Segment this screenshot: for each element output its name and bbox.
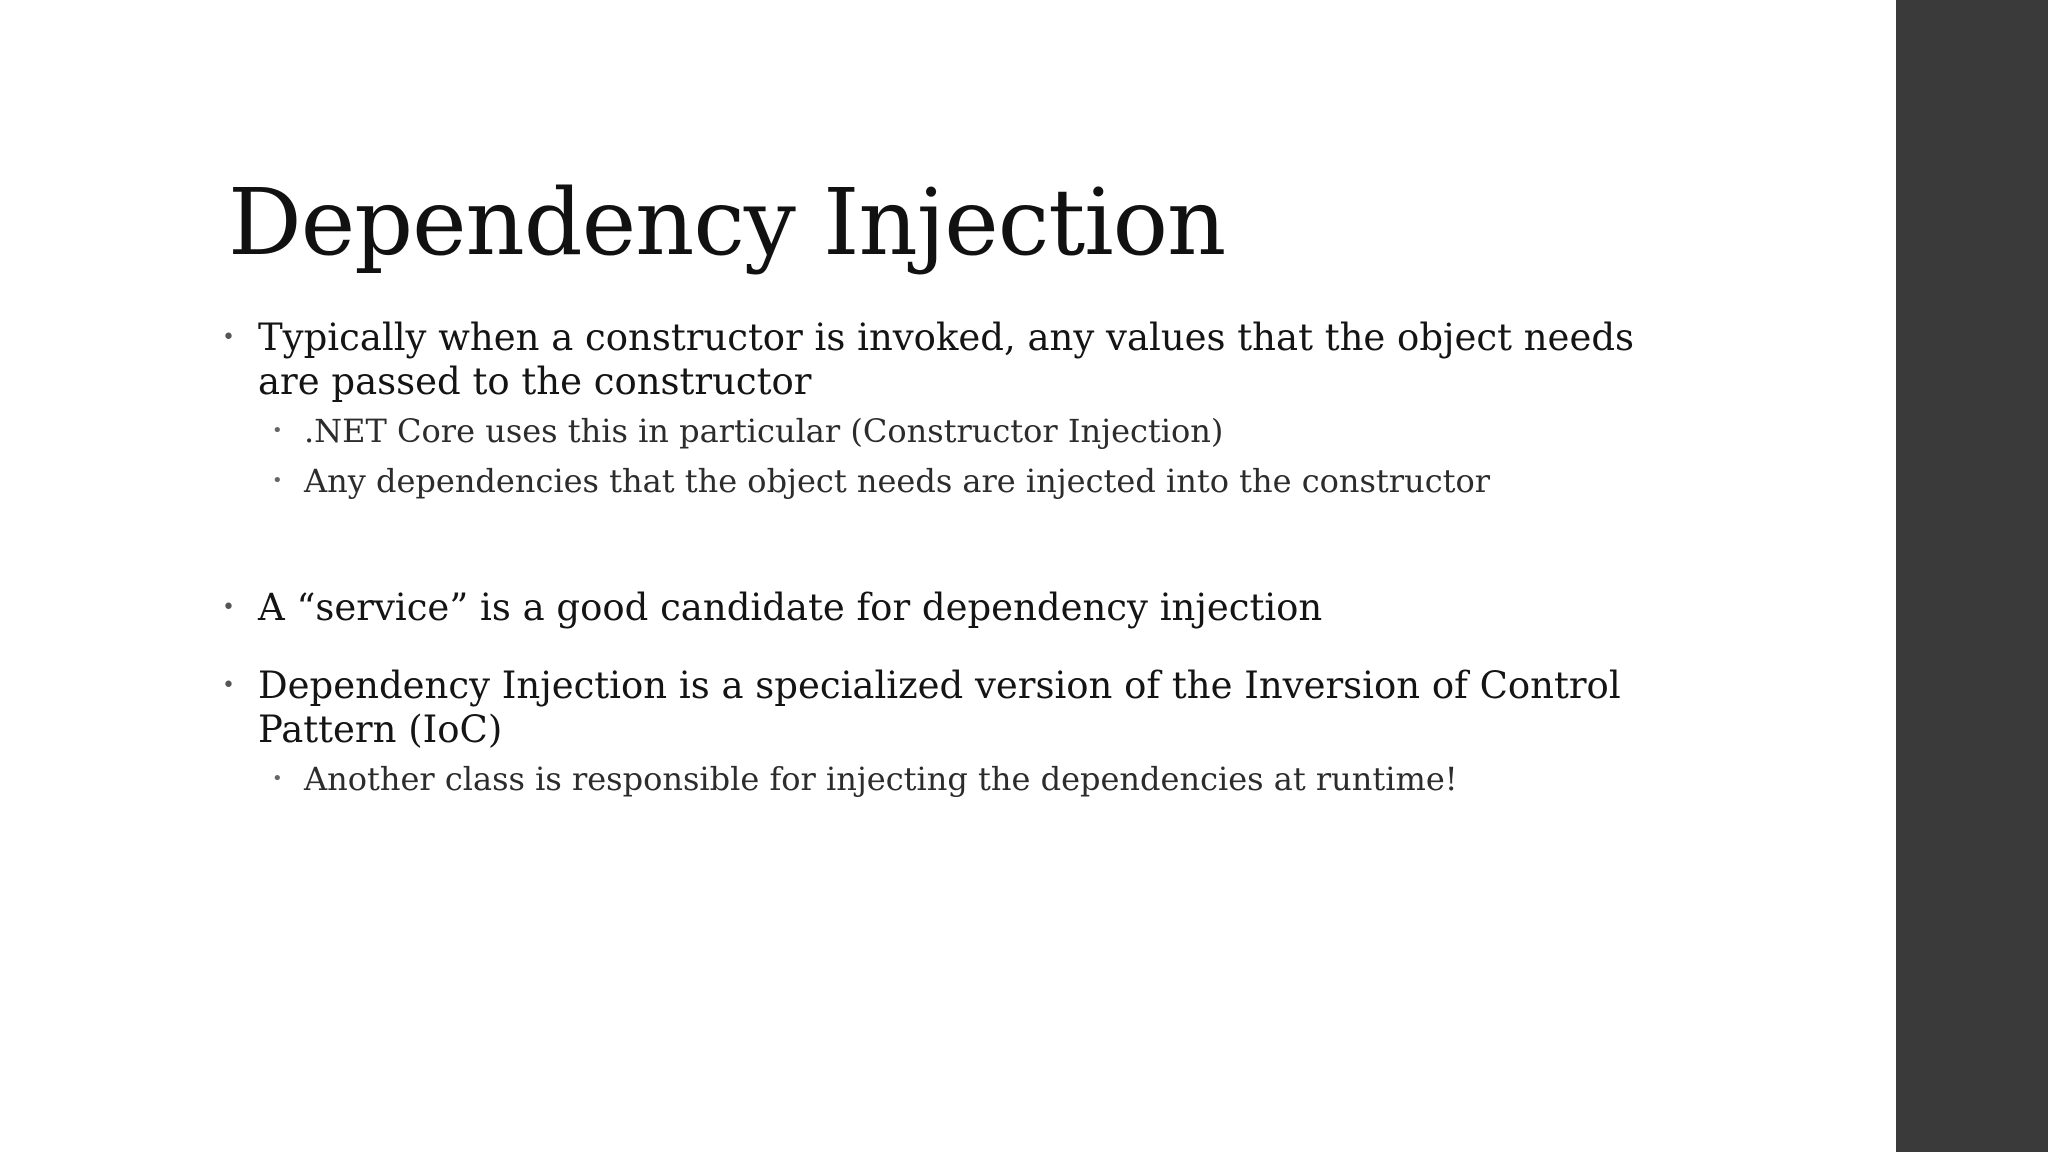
sub-bullet-dot: • <box>272 420 283 441</box>
side-panel <box>1896 0 2048 1152</box>
bullet-dot: • <box>222 325 235 350</box>
bullet-dot: • <box>222 673 235 698</box>
sub-bullet-item <box>272 460 1672 502</box>
slide-title: Dependency Injection <box>228 169 1226 276</box>
bullet-item <box>222 586 1682 630</box>
bullet-dot: • <box>222 595 235 620</box>
bullet-text: Typically when a constructor is invoked, any values that the object needs are passed to the constructor <box>258 316 1635 403</box>
bullet-item <box>222 316 1682 404</box>
sub-bullet-dot: • <box>272 768 283 789</box>
sub-bullet-dot: • <box>272 470 283 491</box>
sub-bullet-item <box>272 410 1672 452</box>
sub-bullet-item <box>272 758 1672 800</box>
sub-bullet-text: Another class is responsible for injecting the dependencies at runtime! <box>304 760 1458 798</box>
bullet-text: A “service” is a good candidate for dependency injection <box>258 586 1323 629</box>
bullet-item <box>222 664 1682 752</box>
sub-bullet-text: .NET Core uses this in particular (Constructor Injection) <box>304 412 1224 450</box>
sub-bullet-text: Any dependencies that the object needs are injected into the constructor <box>304 462 1491 500</box>
bullet-text: Dependency Injection is a specialized version of the Inversion of Control Pattern (IoC) <box>258 664 1621 751</box>
